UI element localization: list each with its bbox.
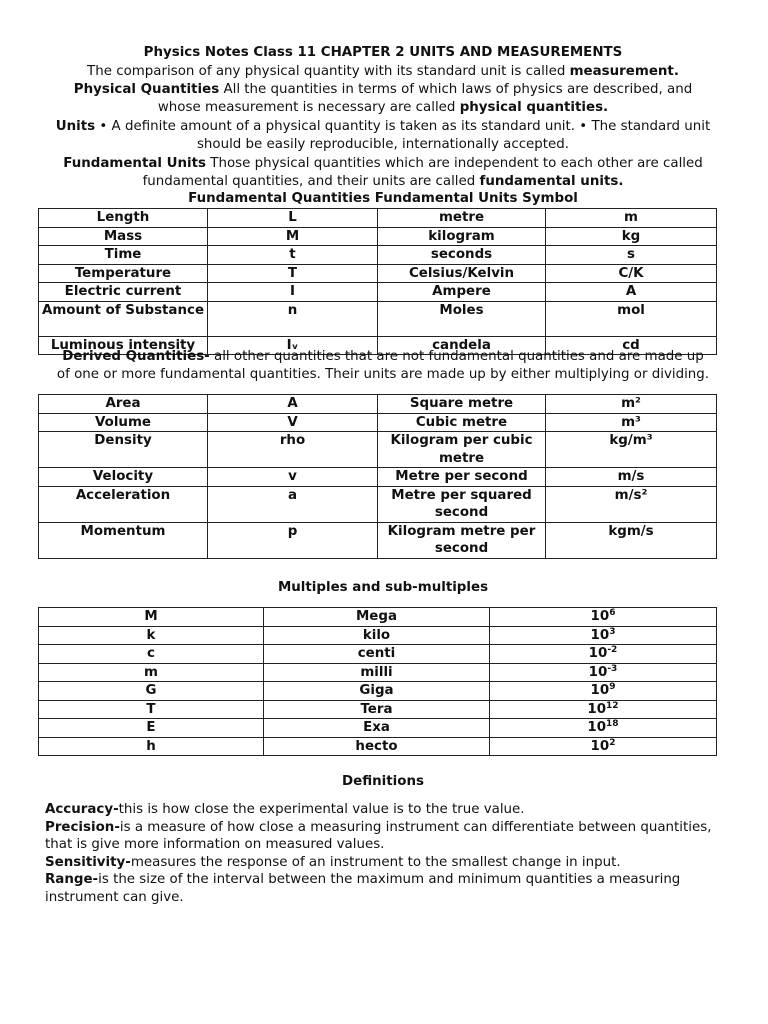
table-cell: Density <box>39 432 208 468</box>
table-row <box>39 227 717 246</box>
document-title: Physics Notes Class 11 CHAPTER 2 UNITS AND MEASUREMENTS <box>143 45 623 60</box>
table-cell: V <box>208 413 378 432</box>
table-cell: Acceleration <box>39 486 208 522</box>
fundamental-units-table <box>38 208 717 355</box>
table-row <box>39 395 717 414</box>
table-cell: Kilogram per cubic metre <box>378 432 546 468</box>
table-cell: cd <box>546 336 717 355</box>
table-cell: C/K <box>546 264 717 283</box>
definitions-list <box>45 801 735 907</box>
table-cell: n <box>208 301 378 336</box>
table-cell: $10^{-2}$ <box>490 645 717 664</box>
definitions-heading: Definitions <box>342 774 424 789</box>
definition-sensitivity: Sensitivity-measures the response of an instrument to the smallest change in input. <box>45 854 621 870</box>
table-cell: Tera <box>264 700 490 719</box>
table-cell: Iᵥ <box>208 336 378 355</box>
derived-units-table <box>38 394 717 559</box>
table-row <box>39 209 717 228</box>
units-paragraph: Units • A definite amount of a physical quantity is taken as its standard unit. • The standard unit should be easily reproducible, internationally accepted. <box>55 119 711 152</box>
table-row <box>39 301 717 336</box>
table-cell: M <box>208 227 378 246</box>
table-cell: t <box>208 246 378 265</box>
table-cell: Area <box>39 395 208 414</box>
table-cell: hecto <box>264 737 490 756</box>
table-cell: T <box>208 264 378 283</box>
table-cell: Velocity <box>39 468 208 487</box>
table-cell: mol <box>546 301 717 336</box>
definition-range: Range-is the size of the interval between the maximum and minimum quantities a measuring instrument can give. <box>45 872 681 905</box>
table-cell: E <box>39 719 264 738</box>
table-cell: M <box>39 608 264 627</box>
table-row <box>39 700 717 719</box>
physical-quantities-paragraph: Physical Quantities All the quantities in terms of which laws of physics are described, and whose measurement is necessary are called physical quantities. <box>73 82 693 115</box>
multiples-table <box>38 607 717 756</box>
table-cell: Square metre <box>378 395 546 414</box>
table-cell: Momentum <box>39 522 208 558</box>
table-row <box>39 468 717 487</box>
table-cell: p <box>208 522 378 558</box>
table-cell: metre <box>378 209 546 228</box>
table-cell: A <box>546 283 717 302</box>
table-cell: $10^2$ <box>490 737 717 756</box>
table-row <box>39 608 717 627</box>
table-cell: I <box>208 283 378 302</box>
table-cell: a <box>208 486 378 522</box>
table-row <box>39 264 717 283</box>
table-cell: Giga <box>264 682 490 701</box>
table-cell: kgm/s <box>546 522 717 558</box>
table-cell: Volume <box>39 413 208 432</box>
table-cell: T <box>39 700 264 719</box>
table-cell: k <box>39 626 264 645</box>
table-cell: $10^6$ <box>490 608 717 627</box>
table-cell: Celsius/Kelvin <box>378 264 546 283</box>
table-cell: m³ <box>546 413 717 432</box>
table-cell: m/s <box>546 468 717 487</box>
table-cell: candela <box>378 336 546 355</box>
table-cell: A <box>208 395 378 414</box>
table-cell: milli <box>264 663 490 682</box>
table-cell: m² <box>546 395 717 414</box>
table-row <box>39 737 717 756</box>
table-cell: m <box>39 663 264 682</box>
table-cell: v <box>208 468 378 487</box>
table-row <box>39 246 717 265</box>
table-row <box>39 283 717 302</box>
table-cell: h <box>39 737 264 756</box>
table-cell: Moles <box>378 301 546 336</box>
table-cell: kg/m³ <box>546 432 717 468</box>
table-cell: Amount of Substance <box>39 301 208 336</box>
table-cell: kilo <box>264 626 490 645</box>
table-cell: Mass <box>39 227 208 246</box>
table-cell: Metre per second <box>378 468 546 487</box>
table-cell: $10^{12}$ <box>490 700 717 719</box>
table-cell: m <box>546 209 717 228</box>
table-cell: Length <box>39 209 208 228</box>
table-cell: Luminous intensity <box>39 336 208 355</box>
table-cell: Temperature <box>39 264 208 283</box>
table-cell: Electric current <box>39 283 208 302</box>
table-cell: $10^{18}$ <box>490 719 717 738</box>
derived-quantities-paragraph: Derived Quantities- all other quantities that are not fundamental quantities and are made up of one or more fundamental quantities. Their units are made up by either multiplying or dividing. <box>56 349 710 382</box>
table-row <box>39 522 717 558</box>
table-row <box>39 682 717 701</box>
definition-precision: Precision-is a measure of how close a measuring instrument can differentiate between quantities, that is give more information on measured values. <box>45 819 712 853</box>
table-cell: centi <box>264 645 490 664</box>
table-cell: Ampere <box>378 283 546 302</box>
table-cell: Cubic metre <box>378 413 546 432</box>
table-cell: G <box>39 682 264 701</box>
table-row <box>39 413 717 432</box>
measurement-definition: The comparison of any physical quantity with its standard unit is called measurement. <box>87 64 679 79</box>
table-cell: c <box>39 645 264 664</box>
table-cell: Time <box>39 246 208 265</box>
table-cell: Metre per squared second <box>378 486 546 522</box>
table-cell: kg <box>546 227 717 246</box>
table-row <box>39 626 717 645</box>
fundamental-units-paragraph: Fundamental Units Those physical quantities which are independent to each other are called fundamental quantities, and their units are called fundamental units. <box>63 156 703 189</box>
table-cell: kilogram <box>378 227 546 246</box>
table-row <box>39 719 717 738</box>
table-cell: rho <box>208 432 378 468</box>
fundamental-table-heading: Fundamental Quantities Fundamental Units Symbol <box>188 191 578 206</box>
table-cell: s <box>546 246 717 265</box>
table-cell: $10^9$ <box>490 682 717 701</box>
table-cell: seconds <box>378 246 546 265</box>
table-cell: $10^3$ <box>490 626 717 645</box>
table-cell: Exa <box>264 719 490 738</box>
table-row <box>39 663 717 682</box>
multiples-heading: Multiples and sub-multiples <box>277 580 489 595</box>
definition-accuracy: Accuracy-this is how close the experimental value is to the true value. <box>45 802 525 817</box>
table-row <box>39 432 717 468</box>
table-row <box>39 486 717 522</box>
table-row <box>39 645 717 664</box>
table-cell: $10^{-3}$ <box>490 663 717 682</box>
table-cell: Kilogram metre per second <box>378 522 546 558</box>
table-cell: m/s² <box>546 486 717 522</box>
table-cell: L <box>208 209 378 228</box>
table-cell: Mega <box>264 608 490 627</box>
